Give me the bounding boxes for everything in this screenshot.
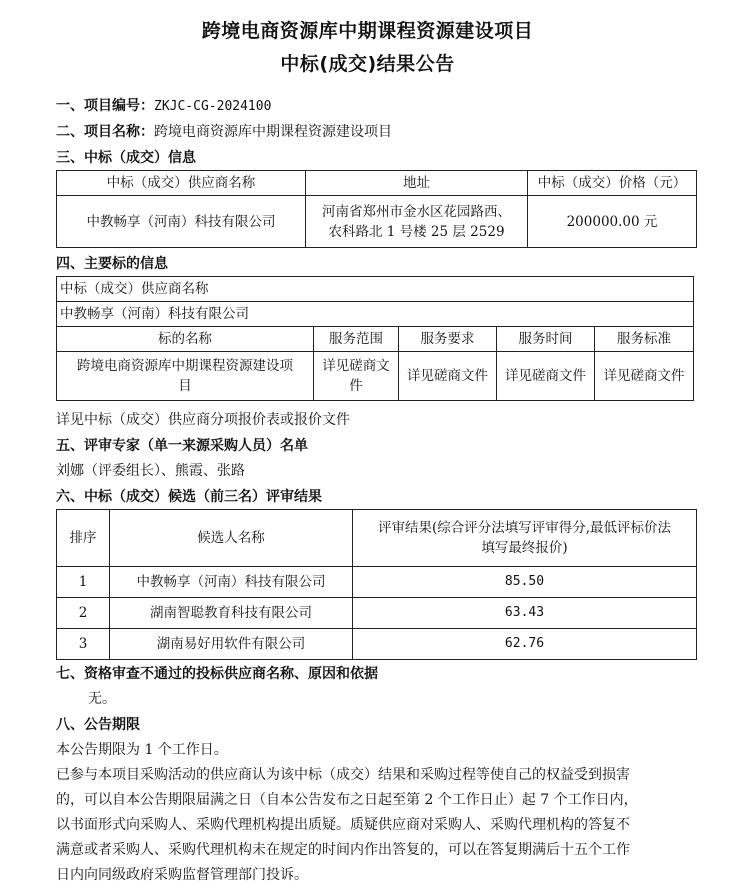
award-supplier: 中教畅享（河南）科技有限公司 [57, 196, 306, 248]
subject-supplier-name: 中教畅享（河南）科技有限公司 [57, 302, 694, 327]
project-name-value: 跨境电商资源库中期课程资源建设项目 [154, 124, 392, 140]
review-header-result-line-1: 评审结果(综合评分法填写评审得分,最低评标价法 [377, 520, 672, 536]
table-row [57, 629, 697, 660]
section-8-heading: 八、公告期限 [56, 717, 140, 733]
subject-item-name-line-2: 目 [178, 378, 192, 394]
table-row [57, 567, 697, 598]
title-line-2: 中标(成交)结果公告 [280, 53, 455, 75]
complaint-line-3: 以书面形式向采购人、采购代理机构提出质疑。质疑供应商对采购人、采购代理机构的答复不 [56, 817, 630, 833]
subject-scope-line-2: 件 [349, 378, 363, 394]
subject-item-name [57, 352, 314, 401]
award-header-supplier: 中标（成交）供应商名称 [57, 171, 306, 196]
table-row [57, 598, 697, 629]
review-name: 中教畅享（河南）科技有限公司 [110, 567, 353, 598]
review-header-result-line-2: 填写最终报价) [481, 540, 568, 556]
subject-standard: 详见磋商文件 [595, 352, 694, 401]
review-name: 湖南易好用软件有限公司 [110, 629, 353, 660]
award-header-price: 中标（成交）价格（元） [528, 171, 697, 196]
award-info-table [56, 170, 697, 248]
disqualified-value: 无。 [88, 691, 116, 707]
announcement-period: 本公告期限为 1 个工作日。 [56, 742, 228, 758]
project-name-line [56, 122, 392, 142]
section-5-heading: 五、评审专家（单一来源采购人员）名单 [56, 438, 308, 454]
review-name: 湖南智聪教育科技有限公司 [110, 598, 353, 629]
subject-item-name-line-1: 跨境电商资源库中期课程资源建设项 [77, 358, 293, 374]
review-score: 63.43 [353, 598, 697, 629]
award-header-address: 地址 [306, 171, 528, 196]
section-1-heading: 一、项目编号： [56, 98, 154, 114]
subject-requirement: 详见磋商文件 [399, 352, 497, 401]
complaint-line-2: 的，可以自本公告期限届满之日（自本公告发布之日起至第 2 个工作日止）起 7 个工作日内， [56, 792, 638, 808]
subject-scope [314, 352, 399, 401]
subject-header-standard: 服务标准 [595, 327, 694, 352]
section-4-heading: 四、主要标的信息 [56, 256, 168, 272]
section-7-heading: 七、资格审查不通过的投标供应商名称、原因和依据 [56, 666, 378, 682]
section-2-heading: 二、项目名称： [56, 124, 154, 140]
review-rank: 1 [57, 567, 110, 598]
subject-time: 详见磋商文件 [497, 352, 595, 401]
project-number-line [56, 96, 271, 117]
subject-header-name: 标的名称 [57, 327, 314, 352]
review-score: 62.76 [353, 629, 697, 660]
review-rank: 2 [57, 598, 110, 629]
complaint-line-4: 满意或者采购人、采购代理机构未在规定的时间内作出答复的，可以在答复期满后十五个工作 [56, 842, 630, 858]
review-header-result [353, 510, 697, 567]
award-address-line-2: 农科路北 1 号楼 25 层 2529 [328, 223, 505, 240]
project-number-value: ZKJC-CG-2024100 [154, 99, 272, 114]
subject-note: 详见中标（成交）供应商分项报价表或报价文件 [56, 412, 350, 428]
review-header-name: 候选人名称 [110, 510, 353, 567]
review-score: 85.50 [353, 567, 697, 598]
award-address [306, 196, 528, 248]
award-price: 200000.00 元 [528, 196, 697, 248]
subject-scope-line-1: 详见磋商文 [322, 358, 390, 374]
complaint-line-5: 日内向同级政府采购监督管理部门投诉。 [56, 867, 308, 883]
subject-header-time: 服务时间 [497, 327, 595, 352]
experts-list: 刘娜（评委组长）、熊霞、张路 [56, 463, 245, 479]
review-rank: 3 [57, 629, 110, 660]
title-line-1: 跨境电商资源库中期课程资源建设项目 [201, 20, 534, 42]
subject-supplier-label: 中标（成交）供应商名称 [57, 277, 694, 302]
subject-header-requirement: 服务要求 [399, 327, 497, 352]
section-6-heading: 六、中标（成交）候选（前三名）评审结果 [56, 489, 322, 505]
award-address-line-1: 河南省郑州市金水区花园路西、 [322, 203, 511, 220]
review-results-table [56, 509, 697, 660]
complaint-paragraph [56, 763, 684, 888]
subject-header-scope: 服务范围 [314, 327, 399, 352]
subject-info-table [56, 276, 694, 401]
section-3-heading: 三、中标（成交）信息 [56, 150, 196, 166]
complaint-line-1: 已参与本项目采购活动的供应商认为该中标（成交）结果和采购过程等使自己的权益受到损害 [56, 767, 630, 783]
review-header-rank: 排序 [57, 510, 110, 567]
